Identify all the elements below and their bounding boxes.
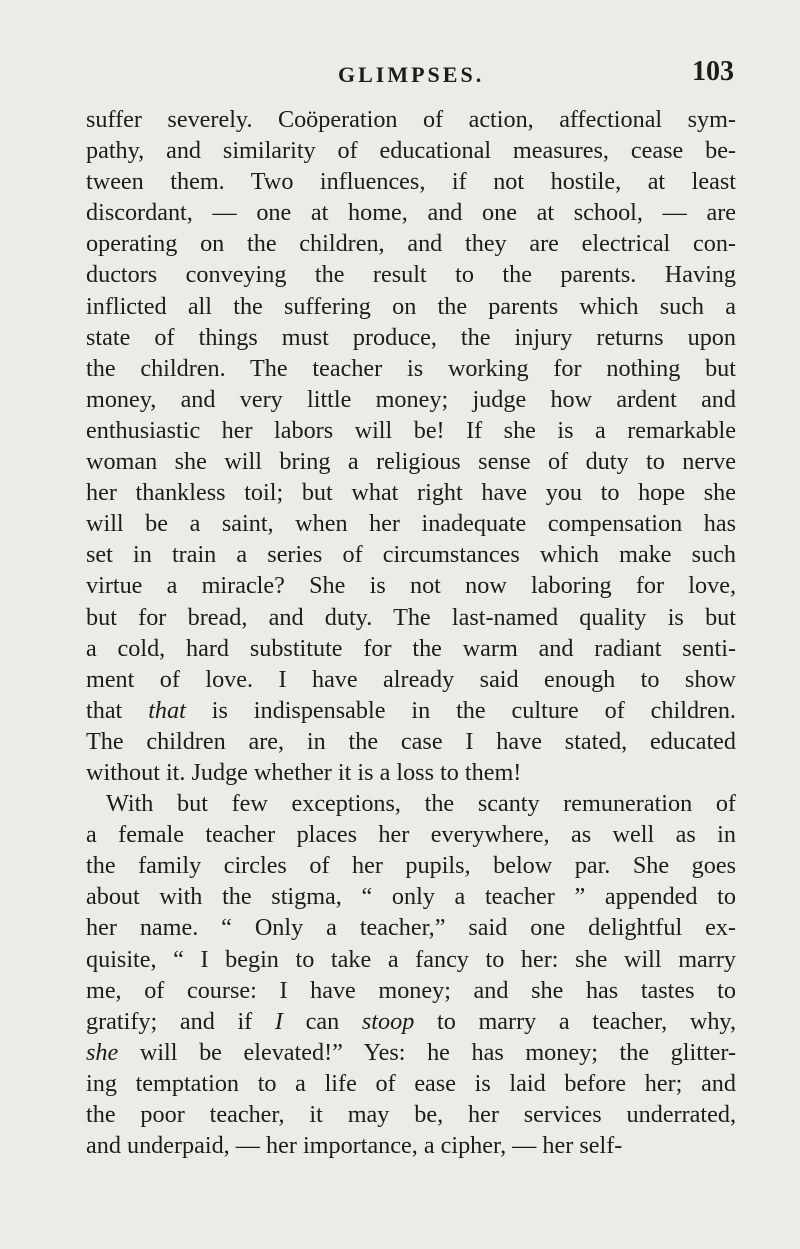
text-segment: gratify; and if (86, 1007, 275, 1035)
text-line (86, 1006, 736, 1037)
text-line: inflicted all the suffering on the parents which such a (86, 292, 736, 320)
text-line: without it. Judge whether it is a loss to them! (86, 758, 522, 786)
italic-emphasis: I (274, 1007, 283, 1035)
text-line: state of things must produce, the injury returns upon (86, 323, 736, 351)
text-line: about with the stigma, “ only a teacher ” appended to (86, 883, 736, 911)
text-line: the family circles of her pupils, below par. She goes (86, 852, 736, 880)
text-line: enthusiastic her labors will be! If she is a remarkable (86, 416, 736, 444)
text-line: her thankless toil; but what right have you to hope she (86, 479, 736, 507)
italic-emphasis: stoop (361, 1007, 415, 1035)
running-head (86, 56, 736, 96)
text-line: ing temptation to a life of ease is laid before her; and (86, 1069, 736, 1097)
text-segment: that (86, 696, 149, 724)
text-line: and underpaid, — her importance, a cipher, — her self- (86, 1132, 623, 1160)
text-line: virtue a miracle? She is not now laboring for love, (86, 572, 736, 600)
text-line: woman she will bring a religious sense of duty to nerve (86, 448, 736, 476)
running-head-title: GLIMPSES. (338, 62, 485, 87)
text-line: With but few exceptions, the scanty remuneration of (106, 790, 736, 818)
text-line: quisite, “ I begin to take a fancy to her: she will marry (86, 945, 736, 973)
italic-emphasis: that (148, 696, 186, 724)
text-segment: to marry a teacher, why, (414, 1007, 736, 1035)
text-segment: will be elevated!” Yes: he has money; the glitter- (118, 1038, 736, 1066)
text-line: me, of course: I have money; and she has tastes to (86, 976, 736, 1004)
text-line (86, 695, 736, 726)
text-line: operating on the children, and they are electrical con- (86, 230, 736, 258)
text-line: the children. The teacher is working for nothing but (86, 354, 736, 382)
text-segment: can (282, 1007, 362, 1035)
text-line (86, 1037, 736, 1068)
text-line: but for bread, and duty. The last-named quality is but (86, 603, 736, 631)
text-line: suffer severely. Coöperation of action, affectional sym- (86, 106, 736, 133)
text-line: money, and very little money; judge how ardent and (86, 385, 736, 413)
text-line: The children are, in the case I have stated, educated (86, 727, 736, 755)
italic-emphasis: she (86, 1038, 119, 1066)
text-line: set in train a series of circumstances which make such (86, 541, 736, 569)
text-line: the poor teacher, it may be, her services underrated, (86, 1101, 736, 1128)
text-line: her name. “ Only a teacher,” said one delightful ex- (86, 914, 736, 942)
text-line: will be a saint, when her inadequate compensation has (86, 510, 736, 538)
text-line: tween them. Two influences, if not hostile, at least (86, 168, 736, 196)
text-line: discordant, — one at home, and one at school, — are (86, 199, 736, 227)
text-line: ductors conveying the result to the parents. Having (86, 261, 736, 289)
text-line: ment of love. I have already said enough to show (86, 665, 736, 693)
text-segment: is indispensable in the culture of children. (185, 696, 736, 724)
text-line: a cold, hard substitute for the warm and radiant senti- (86, 634, 736, 662)
text-line: pathy, and similarity of educational measures, cease be- (86, 137, 736, 165)
page-number: 103 (692, 56, 734, 87)
text-line: a female teacher places her everywhere, as well as in (86, 821, 736, 849)
body-text (86, 104, 736, 1161)
